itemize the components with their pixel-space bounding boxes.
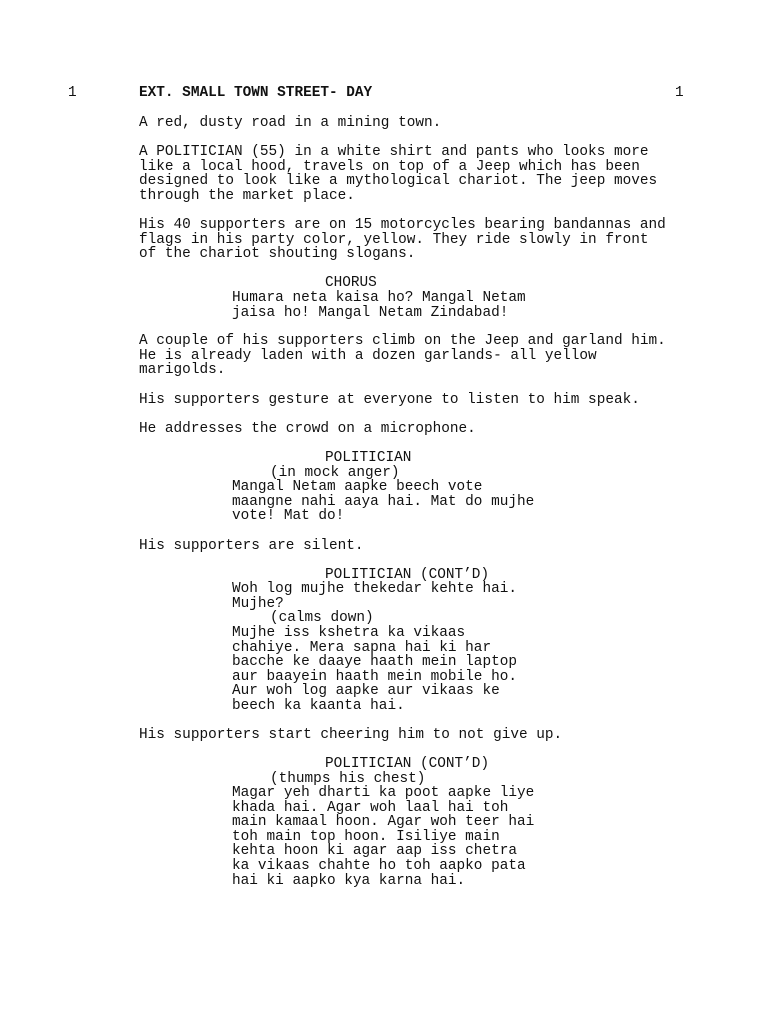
dialogue: Mangal Netam aapke beech vote maangne nahi aaya hai. Mat do mujhe vote! Mat do! [232, 479, 535, 525]
character-name: POLITICIAN (CONT’D) [325, 567, 490, 583]
action-line: His supporters gesture at everyone to listen to him speak. [139, 392, 640, 408]
action-line: His supporters start cheering him to not give up. [139, 727, 563, 743]
parenthetical: (thumps his chest) [270, 771, 426, 787]
parenthetical: (calms down) [270, 610, 374, 626]
action-paragraph: His 40 supporters are on 15 motorcycles bearing bandannas and flags in his party color, yellow. They ride slowly in front of the chariot shouting slogans. [139, 217, 666, 263]
scene-number-right: 1 [675, 85, 684, 101]
action-line: His supporters are silent. [139, 538, 364, 554]
dialogue: Mujhe iss kshetra ka vikaas chahiye. Mera sapna hai ki har bacche ke daaye haath mein laptop aur baayein haath mein mobile ho. Aur woh log aapke aur vikaas ke beech ka kaanta hai. [232, 625, 517, 714]
action-line: He addresses the crowd on a microphone. [139, 421, 476, 437]
character-name: POLITICIAN [325, 450, 412, 466]
dialogue: Woh log mujhe thekedar kehte hai. Mujhe? [232, 581, 517, 612]
character-name: POLITICIAN (CONT’D) [325, 756, 490, 772]
dialogue: Humara neta kaisa ho? Mangal Netam jaisa ho! Mangal Netam Zindabad! [232, 290, 526, 321]
scene-heading: EXT. SMALL TOWN STREET- DAY [139, 85, 373, 101]
character-name: CHORUS [325, 275, 377, 291]
dialogue: Magar yeh dharti ka poot aapke liye khada hai. Agar woh laal hai toh main kamaal hoon. Agar woh teer hai toh main top hoon. Isiliye main kehta hoon ki agar aap iss chetra ka vikaas chahte ho toh aapko pata hai ki aapko kya karna hai. [232, 785, 535, 889]
action-paragraph: A POLITICIAN (55) in a white shirt and pants who looks more like a local hood, travels on top of a Jeep which has been designed to look like a mythological chariot. The jeep moves through the market place. [139, 144, 658, 204]
action-line: A red, dusty road in a mining town. [139, 115, 442, 131]
scene-number-left: 1 [68, 85, 77, 101]
action-paragraph: A couple of his supporters climb on the Jeep and garland him. He is already laden with a dozen garlands- all yellow marigolds. [139, 333, 666, 379]
parenthetical: (in mock anger) [270, 465, 400, 481]
